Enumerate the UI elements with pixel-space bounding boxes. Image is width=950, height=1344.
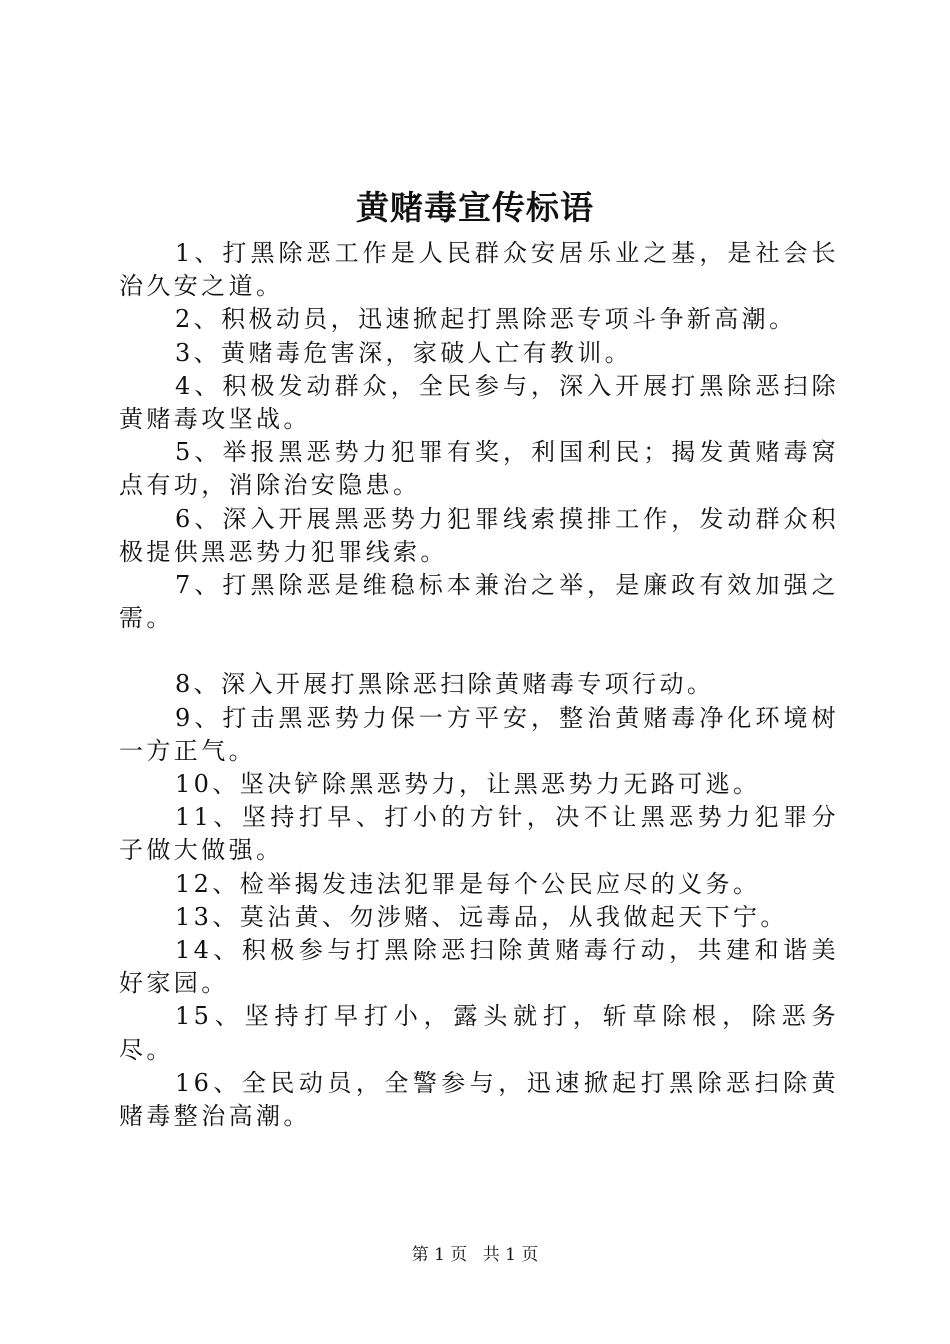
page-total: 共 1 页 [482,1245,539,1265]
slogan-paragraph-14: 14、积极参与打黑除恶扫除黄赌毒行动，共建和谐美好家园。 [119,936,839,998]
slogan-paragraph-1: 1、打黑除恶工作是人民群众安居乐业之基，是社会长治久安之道。 [119,239,839,301]
slogan-paragraph-5: 5、举报黑恶势力犯罪有奖，利国利民；揭发黄赌毒窝点有功，消除治安隐患。 [119,438,839,500]
slogan-paragraph-11: 11、坚持打早、打小的方针，决不让黑恶势力犯罪分子做大做强。 [119,803,839,865]
slogan-paragraph-4: 4、积极发动群众，全民参与，深入开展打黑除恶扫除黄赌毒攻坚战。 [119,371,839,434]
slogan-paragraph-3: 3、黄赌毒危害深，家破人亡有教训。 [175,338,633,367]
document-body [119,237,839,1133]
slogan-paragraph-2: 2、积极动员，迅速掀起打黑除恶专项斗争新高潮。 [175,305,797,334]
page-footer [0,1244,950,1266]
document-title: 黄赌毒宣传标语 [356,188,594,227]
slogan-paragraph-15: 15、坚持打早打小，露头就打，斩草除根，除恶务尽。 [119,1002,839,1064]
slogan-paragraph-6: 6、深入开展黑恶势力犯罪线索摸排工作，发动群众积极提供黑恶势力犯罪线索。 [119,504,839,566]
slogan-paragraph-13: 13、莫沾黄、勿涉赌、远毒品，从我做起天下宁。 [175,902,788,931]
slogan-paragraph-9: 9、打击黑恶势力保一方平安，整治黄赌毒净化环境树一方正气。 [119,703,839,765]
page-number: 第 1 页 [411,1245,468,1265]
slogan-paragraph-16: 16、全民动员，全警参与，迅速掀起打黑除恶扫除黄赌毒整治高潮。 [119,1068,839,1131]
slogan-paragraph-10: 10、坚决铲除黑恶势力，让黑恶势力无路可逃。 [175,770,761,799]
slogan-paragraph-7: 7、打黑除恶是维稳标本兼治之举，是廉政有效加强之需。 [119,571,839,633]
slogan-paragraph-12: 12、检举揭发违法犯罪是每个公民应尽的义务。 [175,869,761,898]
slogan-paragraph-8: 8、深入开展打黑除恶扫除黄赌毒专项行动。 [175,670,715,699]
